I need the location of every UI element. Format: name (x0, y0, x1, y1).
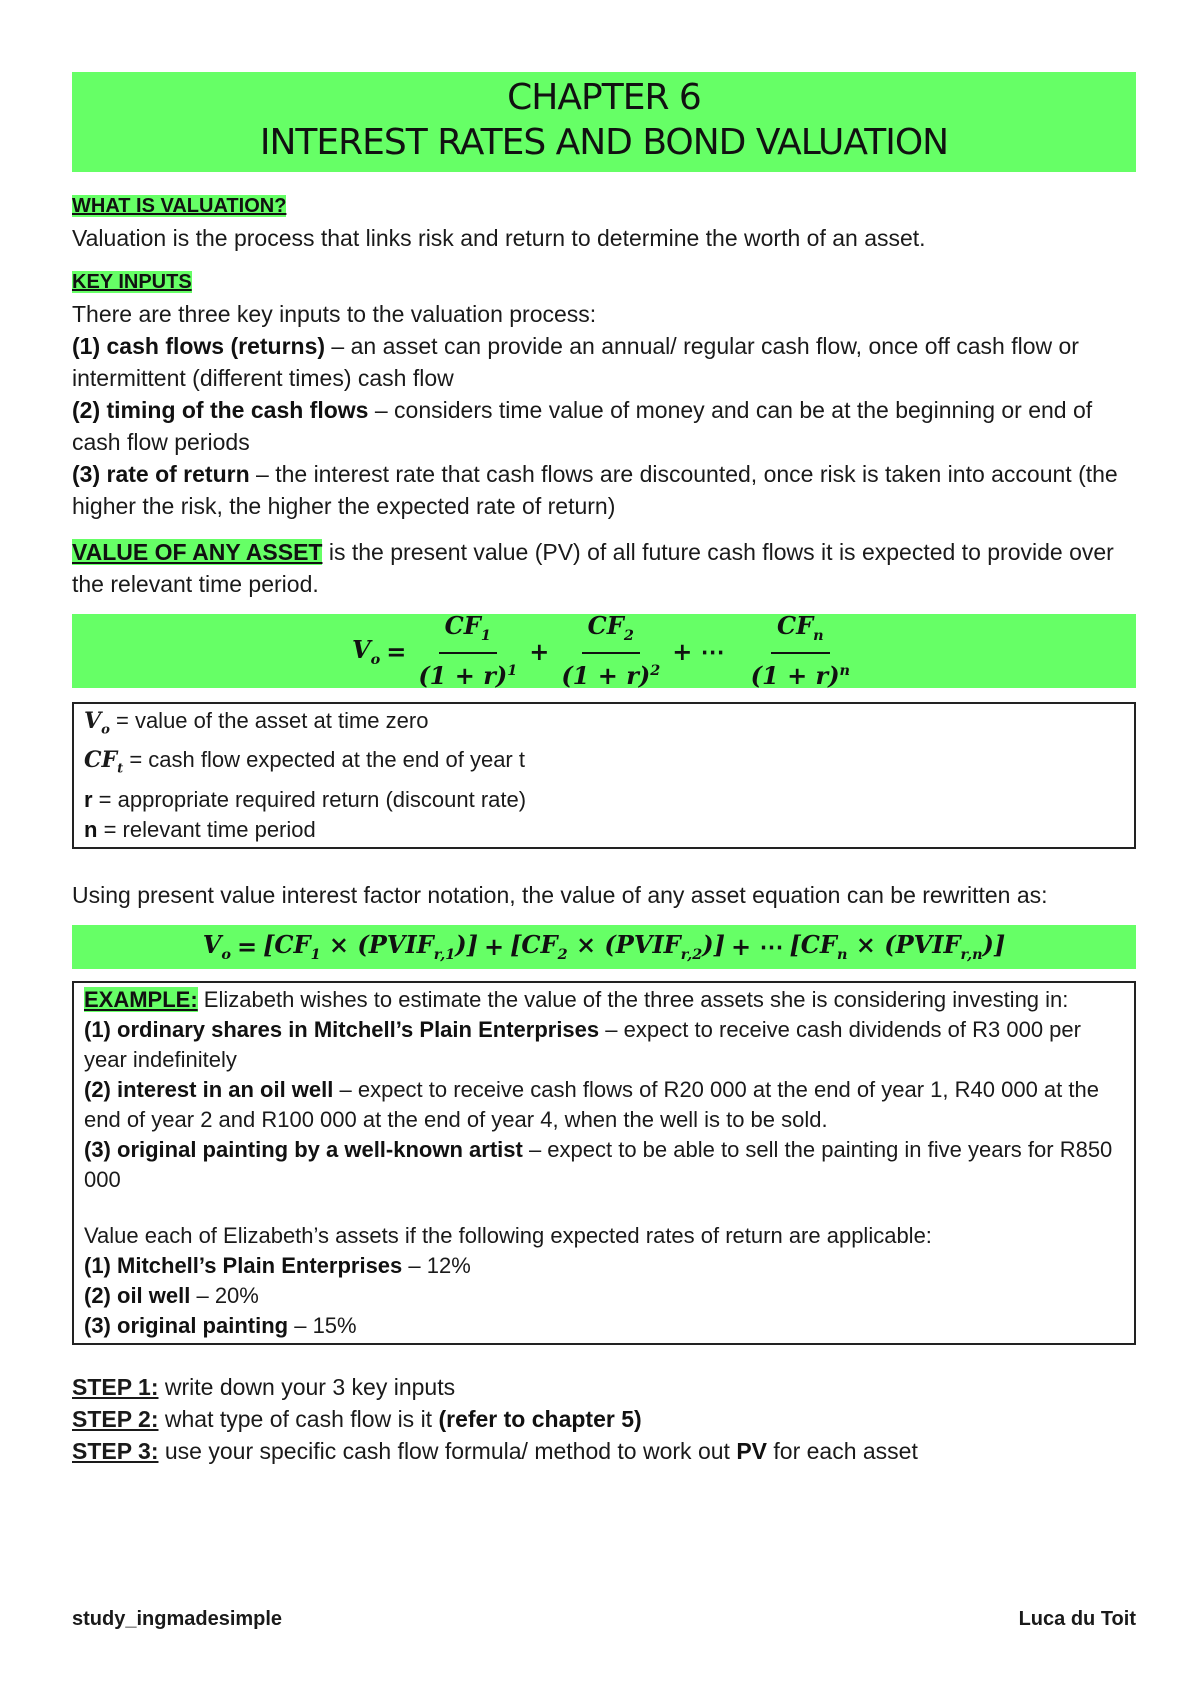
formula-legend-box (72, 702, 1136, 849)
key-input-item (72, 330, 1136, 394)
footer-author: Luca du Toit (1018, 1608, 1136, 1630)
valuation-section (72, 188, 1136, 254)
key-input-text: – an asset can provide an annual/ regular cash flow, once off cash flow or intermittent (different times) cash flow (72, 333, 1079, 391)
key-input-item (72, 458, 1136, 522)
example-asset: (1) ordinary shares in Mitchell’s Plain Enterprises – expect to receive cash dividends of R3 000 per year indefinitely (84, 1016, 1081, 1072)
formula-plus: + (529, 636, 550, 666)
example-rate: (1) Mitchell’s Plain Enterprises – 12% (84, 1252, 471, 1278)
key-input-label: (2) timing of the cash flows (72, 397, 369, 423)
key-inputs-heading: KEY INPUTS (72, 271, 192, 293)
page-footer (72, 1608, 1136, 1631)
value-formula (72, 610, 1136, 691)
value-any-asset-heading: VALUE OF ANY ASSET (72, 539, 323, 565)
formula-term: $\frac{CF_2}{(1 + r)^2}$ (561, 610, 661, 691)
step-item: STEP 3: use your specific cash flow formula/ method to work out PV for each asset (72, 1437, 918, 1464)
chapter-subtitle: INTEREST RATES AND BOND VALUATION (259, 122, 949, 163)
example-box (72, 981, 1136, 1345)
formula-equals: = (386, 636, 407, 666)
value-any-asset-section (72, 536, 1136, 600)
example-intro: Elizabeth wishes to estimate the value of the three assets she is considering investing in: (197, 986, 1069, 1012)
formula-term: $\frac{CF_1}{(1 + r)^1}$ (418, 610, 518, 691)
legend-row: r = appropriate required return (discount rate) (84, 786, 527, 812)
formula-lhs: $V_o$ (351, 634, 381, 668)
legend-row: $V_o$ = value of the asset at time zero (84, 708, 429, 738)
document-page (72, 72, 1136, 1467)
footer-handle: study_ingmadesimple (72, 1608, 283, 1630)
value-any-asset-text: is the present value (PV) of all future cash flows it is expected to provide over the relevant time period. (72, 539, 1114, 597)
step-item: STEP 2: what type of cash flow is it (refer to chapter 5) (72, 1405, 642, 1432)
key-input-item (72, 394, 1136, 458)
key-input-label: (1) cash flows (returns) (72, 333, 326, 359)
formula-term: $\frac{CF_n}{(1 + r)^n}$ (750, 610, 851, 691)
formula-ellipsis: + ⋯ (672, 636, 725, 666)
key-input-label: (3) rate of return (72, 461, 250, 487)
example-asset: (2) interest in an oil well – expect to receive cash flows of R20 000 at the end of year 1, R40 000 at the end of year 2 and R100 000 at the end of year 4, when the well is to be sold. (84, 1076, 1099, 1132)
valuation-heading: WHAT IS VALUATION? (72, 195, 287, 217)
example-rate: (2) oil well – 20% (84, 1282, 259, 1308)
example-rate: (3) original painting – 15% (84, 1312, 357, 1338)
key-inputs-section (72, 264, 1136, 522)
key-input-text: – the interest rate that cash flows are discounted, once risk is taken into account (the higher the risk, the higher the expected rate of return) (72, 461, 1118, 519)
key-inputs-intro: There are three key inputs to the valuation process: (72, 301, 597, 327)
example-question: Value each of Elizabeth’s assets if the following expected rates of return are applicable: (84, 1222, 932, 1248)
key-input-text: – considers time value of money and can be at the beginning or end of cash flow periods (72, 397, 1093, 455)
steps-section (72, 1371, 1136, 1467)
title-band (72, 72, 1136, 172)
pvif-formula: $V_o$ = [$CF_1$ × $(PVIF_{r,1})$] + [$CF_2$ × $(PVIF_{r,2})$] + ⋯ [$CF_n$ × $(PVIF_{r,n})$] (72, 925, 1136, 969)
legend-row: $CF_t$ = cash flow expected at the end of year t (84, 747, 525, 777)
example-asset: (3) original painting by a well-known artist – expect to be able to sell the painting in five years for R850 000 (84, 1136, 1113, 1192)
chapter-title: CHAPTER 6 (507, 77, 701, 118)
step-item: STEP 1: write down your 3 key inputs (72, 1373, 456, 1400)
valuation-text: Valuation is the process that links risk and return to determine the worth of an asset. (72, 225, 926, 251)
example-heading: EXAMPLE: (84, 986, 198, 1012)
pvif-intro: Using present value interest factor notation, the value of any asset equation can be rewritten as: (72, 881, 1048, 908)
legend-row: n = relevant time period (84, 816, 316, 842)
